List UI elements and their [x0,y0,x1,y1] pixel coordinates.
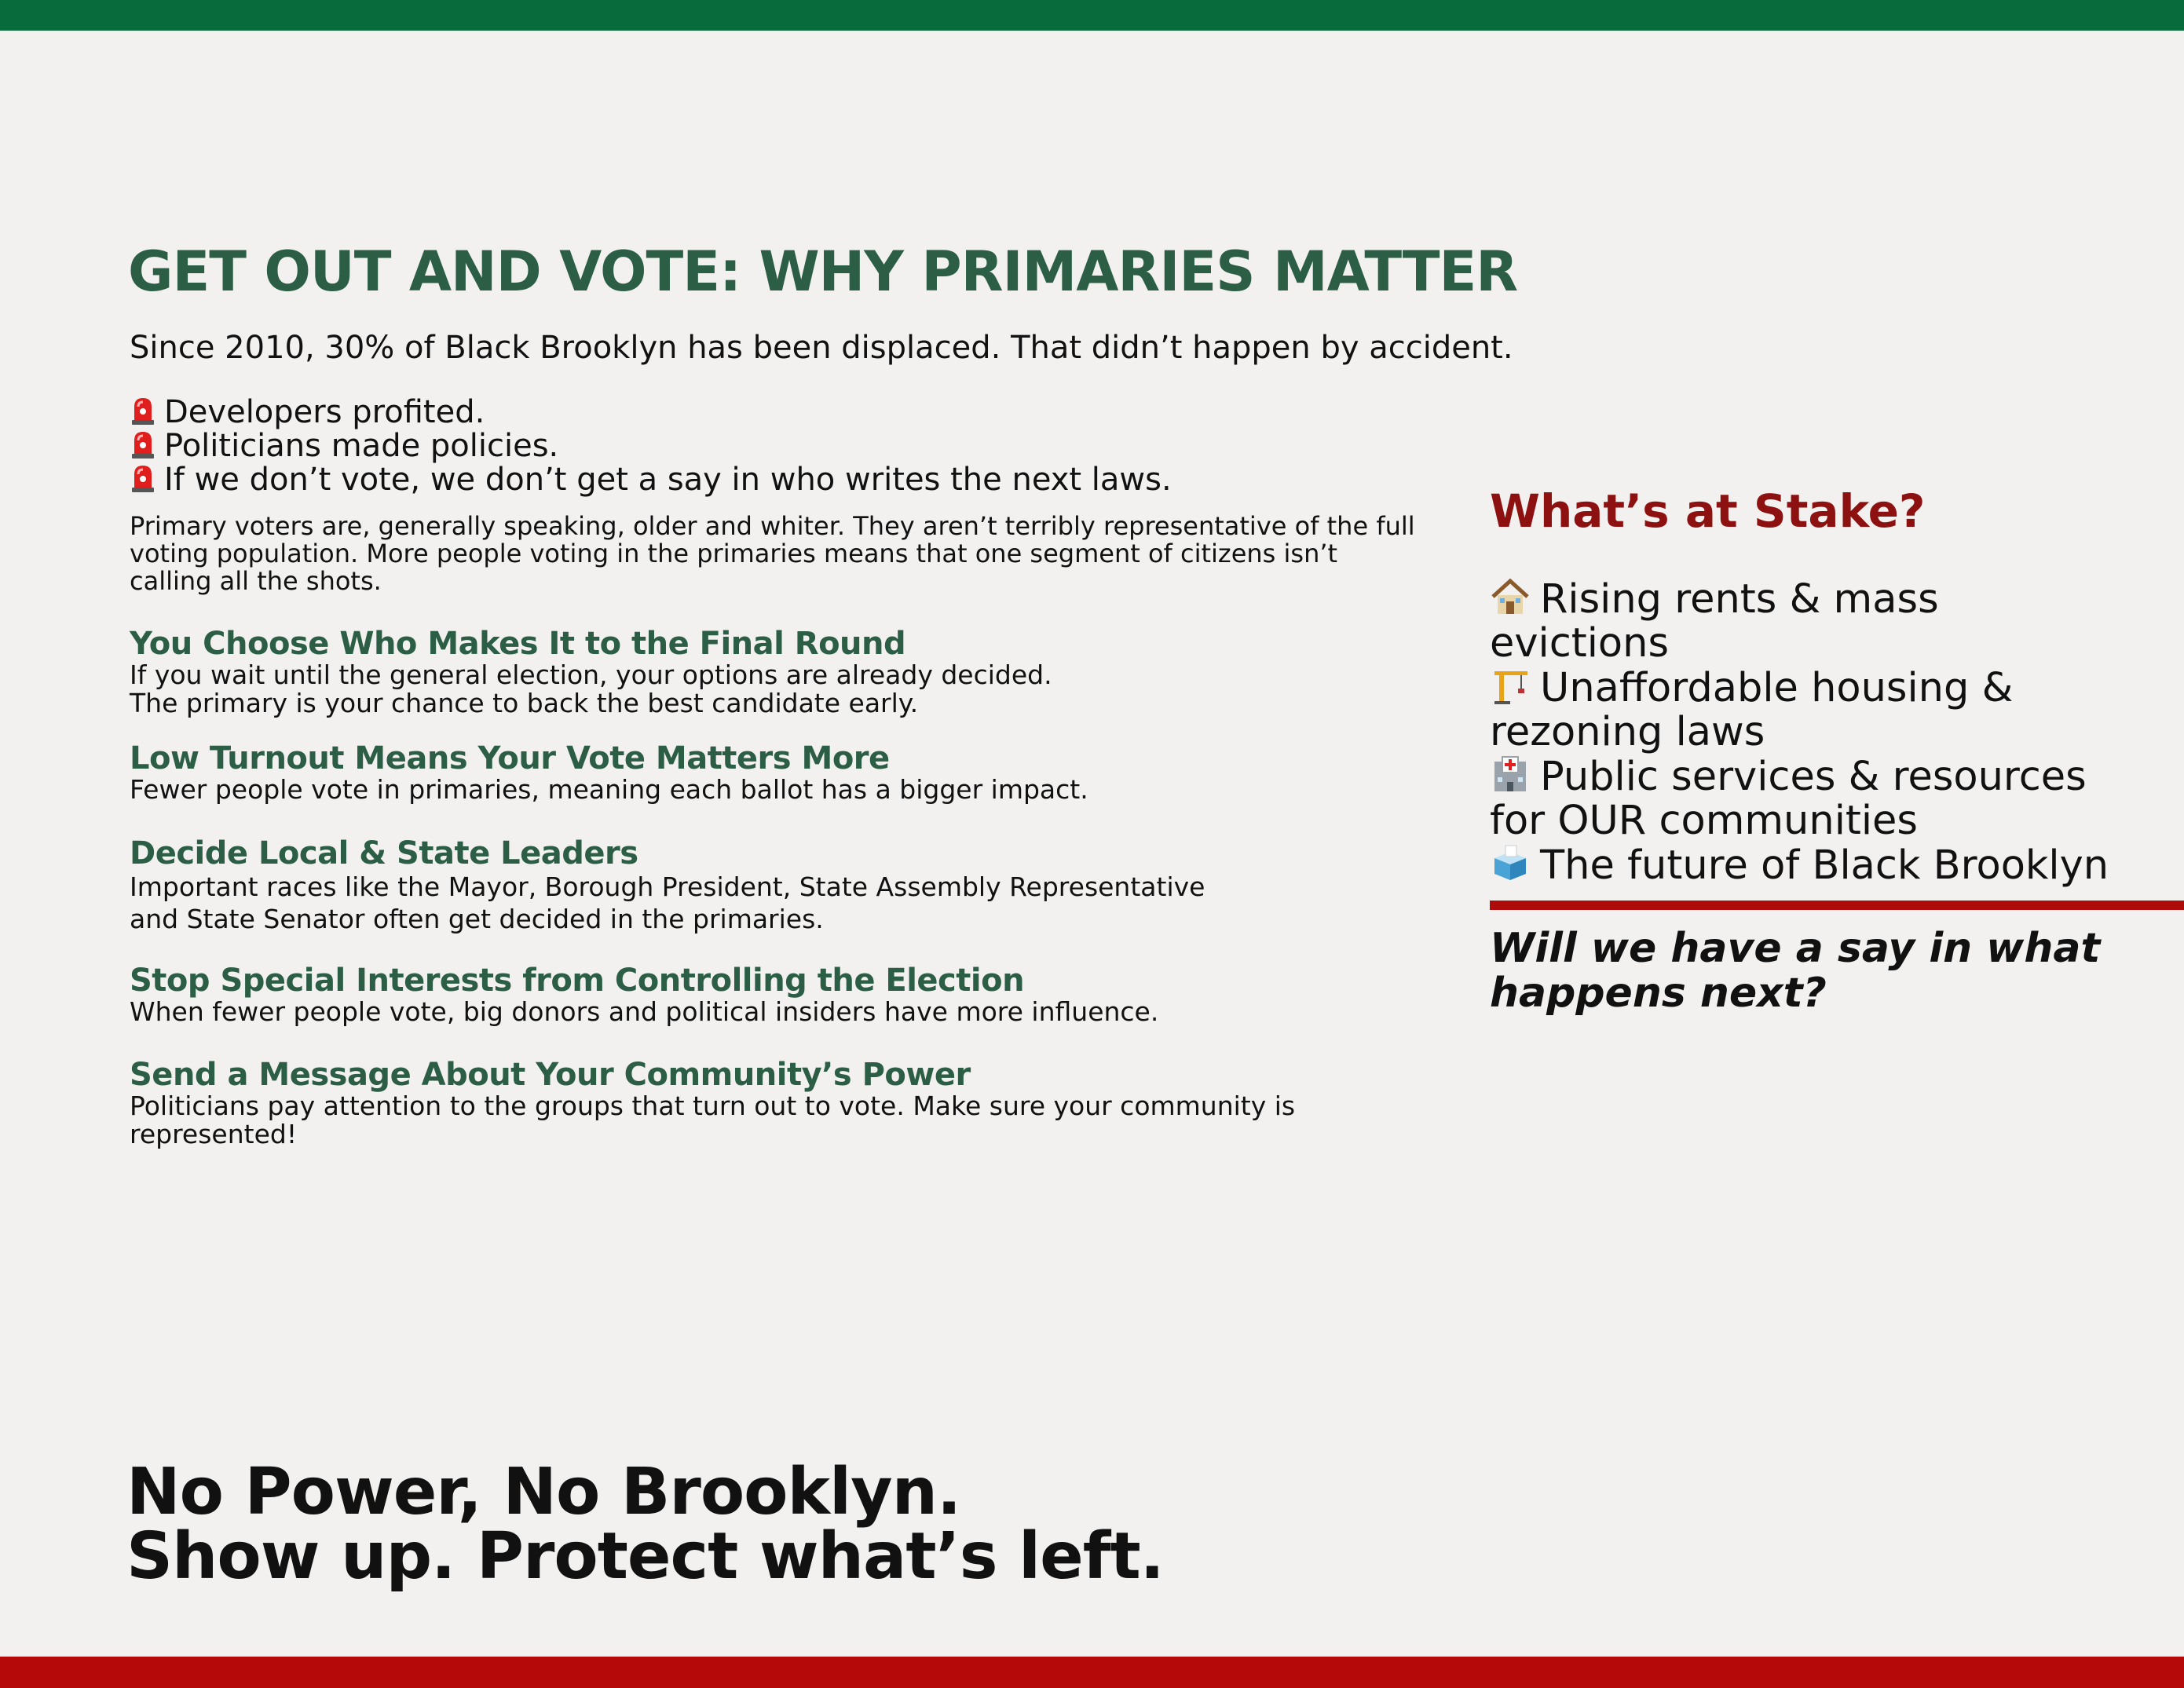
hospital-icon [1490,754,1531,795]
siren-icon [130,429,156,459]
stake-item [1490,665,2165,754]
lead-statement: Since 2010, 30% of Black Brooklyn has been displaced. That didn’t happen by accident. [130,330,1513,366]
stake-item-line: evictions [1490,619,1670,667]
section-body-line: The primary is your chance to back the best candidate early. [130,688,919,718]
stake-item-line: rezoning laws [1490,708,1765,755]
tagline-line: No Power, No Brooklyn. [126,1455,961,1529]
section-heading: Stop Special Interests from Controlling the Election [130,963,1025,999]
section-community-power [130,1058,1295,1149]
top-color-bar [0,0,2184,31]
section-special-interests [130,963,1158,1026]
construction-crane-icon [1490,665,1531,706]
stake-item-line: Unaffordable housing & [1540,665,2014,711]
section-body-line: represented! [130,1119,298,1149]
section-body-line: If you wait until the general election, your options are already decided. [130,659,1052,690]
stake-item-line: The future of Black Brooklyn [1540,842,2109,889]
section-low-turnout [130,741,1088,804]
section-body-line: and State Senator often get decided in the primaries. [130,904,824,934]
stake-title: What’s at Stake? [1490,484,1926,538]
stake-item-line: Rising rents & mass [1540,576,1939,623]
closing-tagline [126,1455,1164,1594]
section-heading: Decide Local & State Leaders [130,835,638,871]
ballot-box-icon [1490,842,1531,883]
tagline-line: Show up. Protect what’s left. [126,1519,1164,1594]
stake-question [1490,926,2165,1016]
stake-item [1490,842,2165,888]
section-final-round [130,627,1052,718]
section-heading: Send a Message About Your Community’s Power [130,1057,971,1093]
intro-paragraph: Primary voters are, generally speaking, older and whiter. They aren’t terribly representative of the full voting population. More people voting in the primaries means that one segment of citizens isn’t calling all the shots. [130,511,1415,596]
siren-icon [130,463,156,493]
section-body-line: Important races like the Mayor, Borough President, State Assembly Representative [130,871,1205,902]
stake-list [1490,576,2165,888]
page-title: GET OUT AND VOTE: WHY PRIMARIES MATTER [128,239,1518,304]
stake-item [1490,754,2165,842]
stake-item-line: Public services & resources [1540,754,2087,800]
stake-item [1490,576,2165,665]
question-line: happens next? [1490,970,1827,1017]
section-heading: Low Turnout Means Your Vote Matters More [130,740,890,776]
siren-icon [130,396,156,426]
stake-divider [1490,901,2184,910]
section-body-line: Politicians pay attention to the groups that turn out to vote. Make sure your community is [130,1091,1296,1121]
alert-item [130,463,1172,497]
alert-text: Politicians made policies. [164,428,559,464]
alert-item [130,429,1172,463]
stake-item-line: for OUR communities [1490,797,1918,844]
alert-text: If we don’t vote, we don’t get a say in who writes the next laws. [164,462,1172,498]
section-heading: You Choose Who Makes It to the Final Round [130,626,906,662]
question-line: Will we have a say in what [1490,925,2101,972]
alert-list [130,396,1172,497]
house-icon [1490,576,1531,617]
section-body-line: When fewer people vote, big donors and political insiders have more influence. [130,996,1159,1027]
bottom-color-bar [0,1657,2184,1688]
alert-text: Developers profited. [164,394,485,430]
section-local-leaders [130,836,1205,935]
section-body-line: Fewer people vote in primaries, meaning each ballot has a bigger impact. [130,774,1088,805]
alert-item [130,396,1172,429]
